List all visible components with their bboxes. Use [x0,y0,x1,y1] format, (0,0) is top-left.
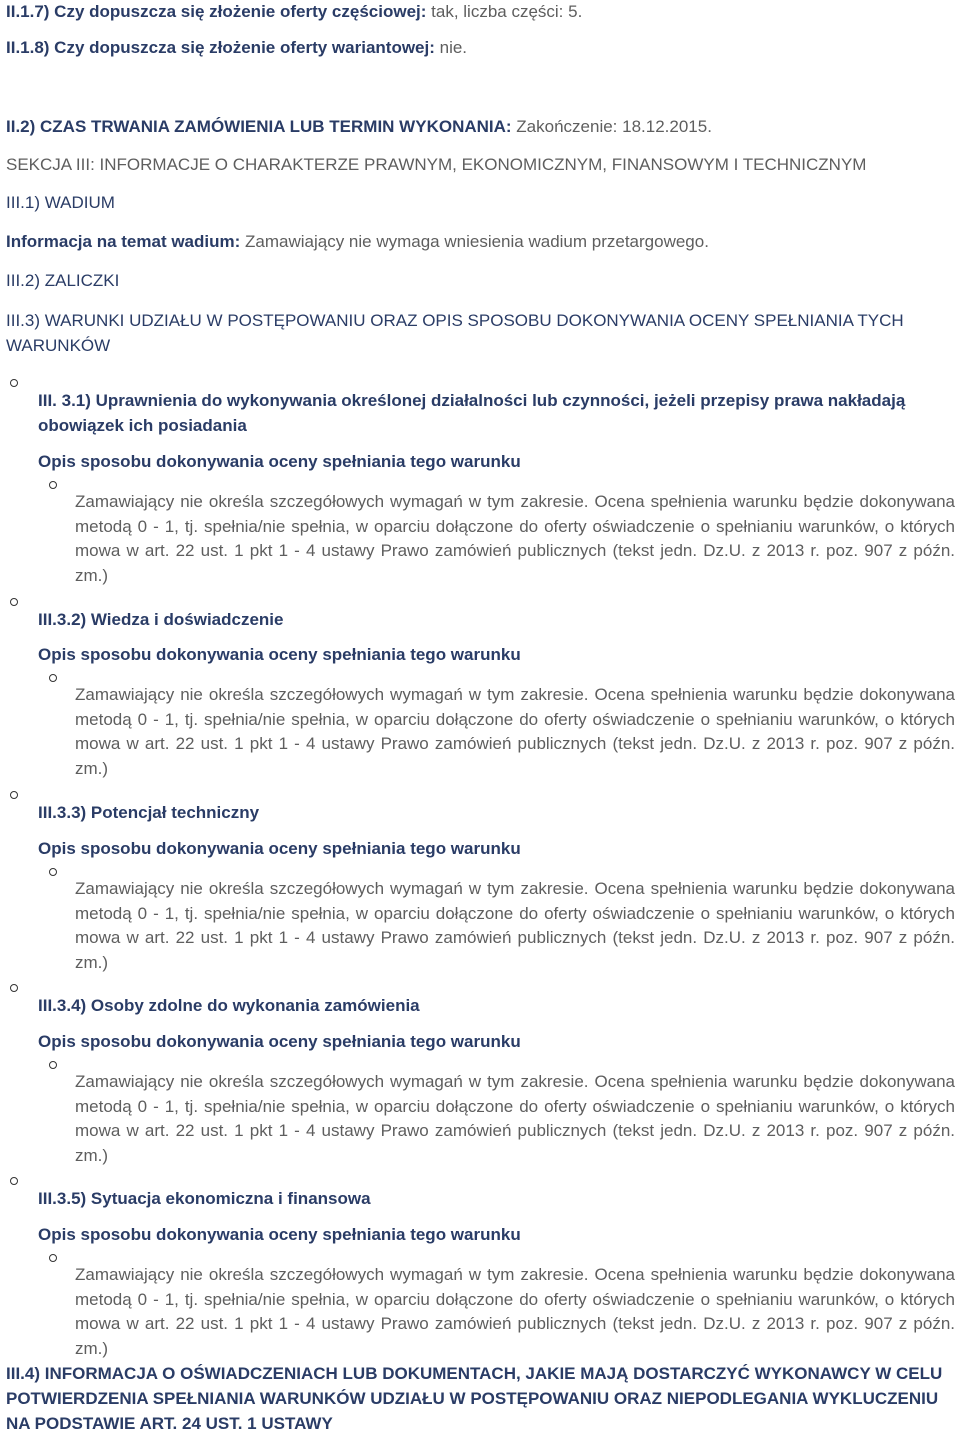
opis-label: Opis sposobu dokonywania oceny spełniania tego warunku [38,839,521,858]
bullet-icon [49,868,57,876]
partial-offer-value: tak, liczba części: 5. [426,2,583,21]
partial-offer-line [6,0,582,24]
statements-heading: III.4) INFORMACJA O OŚWIADCZENIACH LUB DOKUMENTACH, JAKIE MAJĄ DOSTARCZYĆ WYKONAWCY W CELU POTWIERDZENIA SPEŁNIANIA WARUNKÓW UDZIAŁU W POSTĘPOWANIU ORAZ NIEPODLEGANIA WYKLUCZENIU NA PODSTAWIE ART. 24 UST. 1 USTAWY [6,1364,943,1433]
variant-offer-label: II.1.8) Czy dopuszcza się złożenie oferty wariantowej: [6,38,435,57]
bullet-icon [10,791,18,799]
bullet-icon [10,598,18,606]
condition-text: Zamawiający nie określa szczegółowych wymagań w tym zakresie. Ocena spełnienia warunku będzie dokonywana metodą 0 - 1, tj. spełnia/nie spełnia, w oparciu dołączone do oferty oświadczenie o spełnianiu warunków, o których mowa w art. 22 ust. 1 pkt 1 - 4 ustawy Prawo zamówień publicznych (tekst jedn. Dz.U. z 2013 r. poz. 907 z późn. zm.) [75,1265,955,1358]
duration-value: Zakończenie: 18.12.2015. [511,117,712,136]
wadium-info-value: Zamawiający nie wymaga wniesienia wadium przetargowego. [240,232,709,251]
variant-offer-line [6,36,467,60]
bullet-icon [10,379,18,387]
bullet-icon [49,674,57,682]
opis-label: Opis sposobu dokonywania oceny spełniania tego warunku [38,452,521,471]
bullet-icon [10,984,18,992]
condition-text: Zamawiający nie określa szczegółowych wymagań w tym zakresie. Ocena spełnienia warunku będzie dokonywana metodą 0 - 1, tj. spełnia/nie spełnia, w oparciu dołączone do oferty oświadczenie o spełnianiu warunków, o których mowa w art. 22 ust. 1 pkt 1 - 4 ustawy Prawo zamówień publicznych (tekst jedn. Dz.U. z 2013 r. poz. 907 z późn. zm.) [75,879,955,972]
bullet-icon [49,1254,57,1262]
condition-text: Zamawiający nie określa szczegółowych wymagań w tym zakresie. Ocena spełnienia warunku będzie dokonywana metodą 0 - 1, tj. spełnia/nie spełnia, w oparciu dołączone do oferty oświadczenie o spełnianiu warunków, o których mowa w art. 22 ust. 1 pkt 1 - 4 ustawy Prawo zamówień publicznych (tekst jedn. Dz.U. z 2013 r. poz. 907 z późn. zm.) [75,492,955,585]
variant-offer-value: nie. [434,38,468,57]
conditions-heading: III.3) WARUNKI UDZIAŁU W POSTĘPOWANIU ORAZ OPIS SPOSOBU DOKONYWANIA OCENY SPEŁNIANIA TYCH WARUNKÓW [6,311,904,355]
wadium-info-label: Informacja na temat wadium: [6,232,241,251]
condition-heading: III.3.5) Sytuacja ekonomiczna i finansowa [38,1189,371,1208]
condition-heading: III.3.3) Potencjał techniczny [38,803,260,822]
zaliczki-heading: III.2) ZALICZKI [6,271,120,290]
duration-label: II.2) CZAS TRWANIA ZAMÓWIENIA LUB TERMIN WYKONANIA: [6,117,512,136]
wadium-heading: III.1) WADIUM [6,193,115,212]
bullet-icon [49,481,57,489]
condition-heading: III.3.4) Osoby zdolne do wykonania zamówienia [38,996,420,1015]
opis-label: Opis sposobu dokonywania oceny spełniania tego warunku [38,1225,521,1244]
opis-label: Opis sposobu dokonywania oceny spełniania tego warunku [38,1032,521,1051]
duration-line [6,115,712,139]
wadium-info-line [6,230,709,254]
condition-text: Zamawiający nie określa szczegółowych wymagań w tym zakresie. Ocena spełnienia warunku będzie dokonywana metodą 0 - 1, tj. spełnia/nie spełnia, w oparciu dołączone do oferty oświadczenie o spełnianiu warunków, o których mowa w art. 22 ust. 1 pkt 1 - 4 ustawy Prawo zamówień publicznych (tekst jedn. Dz.U. z 2013 r. poz. 907 z późn. zm.) [75,1072,955,1165]
condition-heading: III. 3.1) Uprawnienia do wykonywania określonej działalności lub czynności, jeżeli przepisy prawa nakładają obowiązek ich posiadania [38,391,906,435]
condition-heading: III.3.2) Wiedza i doświadczenie [38,610,284,629]
partial-offer-label: II.1.7) Czy dopuszcza się złożenie oferty częściowej: [6,2,427,21]
bullet-icon [10,1177,18,1185]
opis-label: Opis sposobu dokonywania oceny spełniania tego warunku [38,645,521,664]
section-iii-title: SEKCJA III: INFORMACJE O CHARAKTERZE PRAWNYM, EKONOMICZNYM, FINANSOWYM I TECHNICZNYM [6,155,867,174]
condition-text: Zamawiający nie określa szczegółowych wymagań w tym zakresie. Ocena spełnienia warunku będzie dokonywana metodą 0 - 1, tj. spełnia/nie spełnia, w oparciu dołączone do oferty oświadczenie o spełnianiu warunków, o których mowa w art. 22 ust. 1 pkt 1 - 4 ustawy Prawo zamówień publicznych (tekst jedn. Dz.U. z 2013 r. poz. 907 z późn. zm.) [75,685,955,778]
bullet-icon [49,1061,57,1069]
